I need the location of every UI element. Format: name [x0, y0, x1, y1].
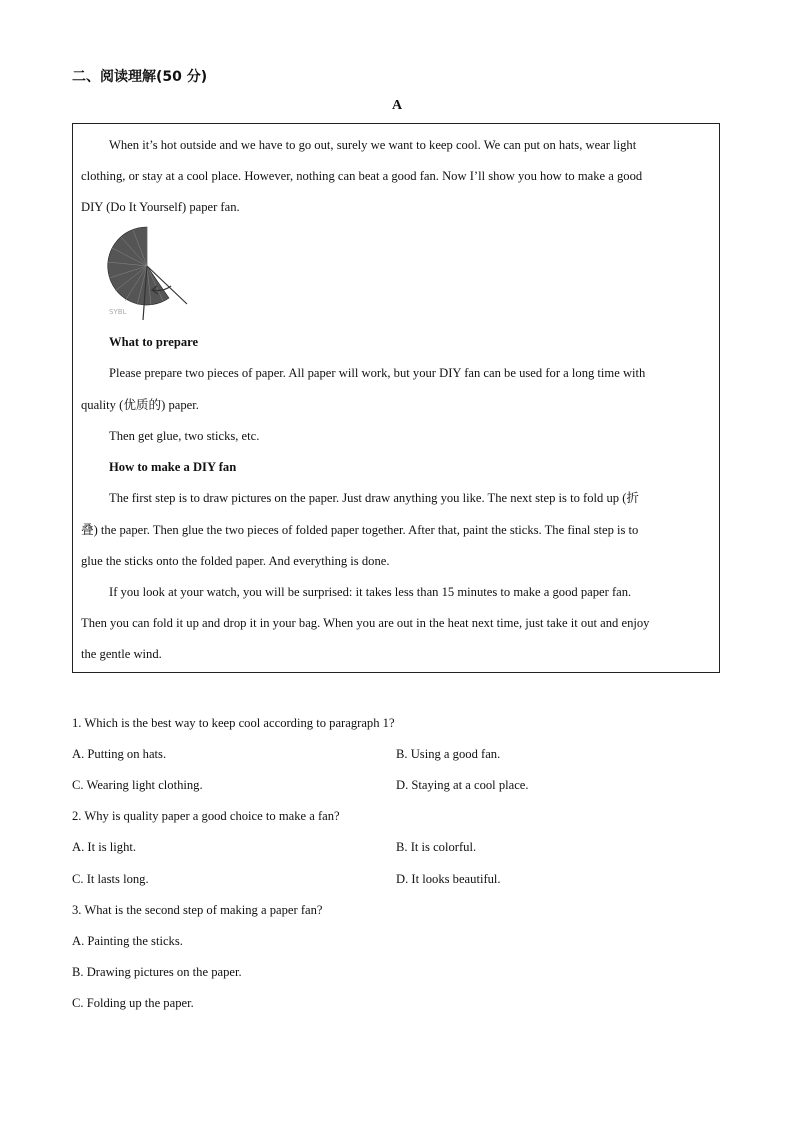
- section-title: 二、阅读理解(50 分): [72, 69, 208, 85]
- passage-line: Then you can fold it up and drop it in your bag. When you are out in the heat next time, just take it out and enjoy: [81, 616, 650, 630]
- passage-line: Please prepare two pieces of paper. All paper will work, but your DIY fan can be used for a long time with: [109, 366, 646, 380]
- q3-option-b[interactable]: B. Drawing pictures on the paper.: [72, 965, 242, 979]
- question-1: 1. Which is the best way to keep cool according to paragraph 1?: [72, 716, 395, 730]
- passage-line: glue the sticks onto the folded paper. And everything is done.: [81, 554, 390, 568]
- q2-option-c[interactable]: C. It lasts long.: [72, 872, 149, 886]
- passage-line: quality (优质的) paper.: [81, 398, 199, 412]
- q2-option-b[interactable]: B. It is colorful.: [396, 840, 477, 854]
- q1-option-c[interactable]: C. Wearing light clothing.: [72, 778, 203, 792]
- passage-line: 叠) the paper. Then glue the two pieces of folded paper together. After that, paint the sticks. The final step is to: [81, 523, 639, 537]
- passage-line: Then get glue, two sticks, etc.: [109, 429, 260, 443]
- passage-line: DIY (Do It Yourself) paper fan.: [81, 200, 240, 214]
- question-2: 2. Why is quality paper a good choice to make a fan?: [72, 809, 340, 823]
- q2-option-d[interactable]: D. It looks beautiful.: [396, 872, 501, 886]
- q2-option-a[interactable]: A. It is light.: [72, 840, 137, 854]
- passage-line: If you look at your watch, you will be surprised: it takes less than 15 minutes to make a good paper fan.: [109, 585, 632, 599]
- q1-option-a[interactable]: A. Putting on hats.: [72, 747, 167, 761]
- passage-line: When it’s hot outside and we have to go out, surely we want to keep cool. We can put on hats, wear light: [109, 138, 637, 152]
- q1-option-b[interactable]: B. Using a good fan.: [396, 747, 501, 761]
- make-heading: How to make a DIY fan: [109, 460, 237, 474]
- svg-text:SYBL: SYBL: [109, 308, 127, 316]
- passage-line: The first step is to draw pictures on the paper. Just draw anything you like. The next step is to fold up (折: [109, 491, 640, 505]
- q1-option-d[interactable]: D. Staying at a cool place.: [396, 778, 529, 792]
- passage-box: [72, 123, 720, 673]
- passage-line: the gentle wind.: [81, 647, 162, 661]
- q3-option-a[interactable]: A. Painting the sticks.: [72, 934, 183, 948]
- paper-fan-image: [107, 224, 193, 324]
- passage-line: clothing, or stay at a cool place. However, nothing can beat a good fan. Now I’ll show you how to make a good: [81, 169, 643, 183]
- prepare-heading: What to prepare: [109, 335, 199, 349]
- passage-letter: A: [391, 98, 403, 113]
- question-3: 3. What is the second step of making a paper fan?: [72, 903, 323, 917]
- q3-option-c[interactable]: C. Folding up the paper.: [72, 996, 194, 1010]
